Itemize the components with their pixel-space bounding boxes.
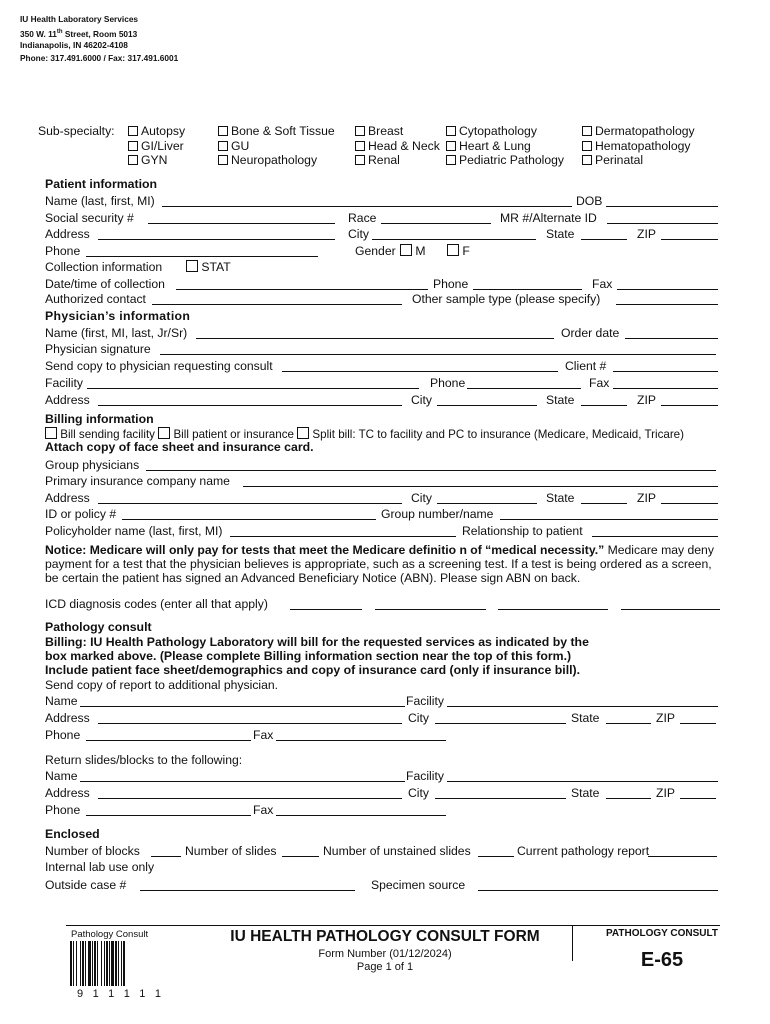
subspecialty-renal[interactable]: Renal bbox=[355, 153, 400, 167]
relationship-label: Relationship to patient bbox=[462, 524, 583, 538]
id-policy-field[interactable] bbox=[122, 519, 376, 520]
medicare-notice: Notice: Medicare will only pay for tests that meet the Medicare definitio n of “medical necessity.” Medicare may deny payment for a test that the physician believes is appropriate, such as a screening test. If a test is being ordered as a screen, be certain the patient has signed an Advanced Beneficiary Notice (ABN). Please sign ABN on back. bbox=[45, 543, 714, 585]
specimen-source-field[interactable] bbox=[478, 890, 718, 891]
checkbox-icon[interactable] bbox=[582, 141, 592, 151]
barcode-bar bbox=[92, 941, 93, 986]
checkbox-icon[interactable] bbox=[355, 126, 365, 136]
split-bill-option[interactable]: Split bill: TC to facility and PC to insurance (Medicare, Medicaid, Tricare) bbox=[297, 428, 684, 441]
consult-phone-field[interactable] bbox=[86, 740, 251, 741]
gender-label: Gender bbox=[355, 244, 396, 258]
physician-name-field[interactable] bbox=[196, 338, 554, 339]
billing-address-field[interactable] bbox=[98, 503, 402, 504]
consult-billing-line2: box marked above. (Please complete Billing information section near the top of this form.) bbox=[45, 649, 572, 663]
billing-zip-label: ZIP bbox=[637, 491, 656, 505]
patient-zip-label: ZIP bbox=[637, 227, 656, 241]
barcode-bar bbox=[80, 941, 81, 986]
return-name-label: Name bbox=[45, 769, 78, 783]
checkbox-icon[interactable] bbox=[186, 260, 198, 272]
barcode-bar bbox=[101, 941, 102, 986]
attach-notice: Attach copy of face sheet and insurance card. bbox=[45, 440, 314, 454]
physician-facility-field[interactable] bbox=[87, 388, 419, 389]
consult-zip-label: ZIP bbox=[656, 711, 675, 725]
group-physicians-label: Group physicians bbox=[45, 458, 140, 472]
subspecialty-pediatric-pathology[interactable]: Pediatric Pathology bbox=[446, 153, 564, 167]
subspecialty-neuropathology[interactable]: Neuropathology bbox=[218, 153, 317, 167]
gender-male[interactable]: M bbox=[400, 244, 426, 258]
return-zip-field[interactable] bbox=[680, 798, 716, 799]
physician-signature-label: Physician signature bbox=[45, 342, 151, 356]
patient-address-field[interactable] bbox=[98, 239, 335, 240]
barcode-digits: 9 1 1 1 1 1 bbox=[77, 988, 161, 1000]
bill-patient-insurance-option[interactable]: Bill patient or insurance bbox=[158, 428, 294, 441]
consult-name-label: Name bbox=[45, 694, 78, 708]
mr-label: MR #/Alternate ID bbox=[500, 211, 597, 225]
physician-state-field[interactable] bbox=[581, 405, 627, 406]
lab-name: IU Health Laboratory Services bbox=[20, 14, 139, 24]
consult-address-label: Address bbox=[45, 711, 90, 725]
billing-state-label: State bbox=[546, 491, 575, 505]
group-number-field[interactable] bbox=[500, 519, 718, 520]
lab-address-line1: 350 W. 11th Street, Room 5013 bbox=[20, 28, 138, 39]
checkbox-icon[interactable] bbox=[45, 427, 57, 439]
page-number: Page 1 of 1 bbox=[356, 961, 414, 973]
physician-name-label: Name (first, MI, last, Jr/Sr) bbox=[45, 326, 188, 340]
physician-fax-label: Fax bbox=[589, 376, 610, 390]
subspecialty-label: Sub-specialty: bbox=[38, 124, 115, 138]
physician-fax-field[interactable] bbox=[613, 388, 718, 389]
number-of-slides-field[interactable] bbox=[282, 856, 319, 857]
consult-address-field[interactable] bbox=[98, 723, 402, 724]
footer-divider bbox=[66, 925, 720, 926]
number-of-unstained-field[interactable] bbox=[478, 856, 514, 857]
checkbox-icon[interactable] bbox=[446, 155, 456, 165]
lab-phone: Phone: 317.491.6000 / Fax: 317.491.6001 bbox=[20, 53, 179, 63]
patient-address-label: Address bbox=[45, 227, 90, 241]
consult-facility-label: Facility bbox=[406, 694, 444, 708]
return-zip-label: ZIP bbox=[656, 786, 675, 800]
patient-name-field[interactable] bbox=[162, 206, 572, 207]
checkbox-icon[interactable] bbox=[447, 244, 459, 256]
subspecialty-hematopathology[interactable]: Hematopathology bbox=[582, 139, 691, 153]
consult-billing-line1: Billing: IU Health Pathology Laboratory will bill for the requested services as indicated by the bbox=[45, 635, 589, 649]
subspecialty-head-neck[interactable]: Head & Neck bbox=[355, 139, 440, 153]
return-name-field[interactable] bbox=[80, 781, 405, 782]
return-address-field[interactable] bbox=[98, 798, 402, 799]
subspecialty-dermatopathology[interactable]: Dermatopathology bbox=[582, 124, 695, 138]
checkbox-icon[interactable] bbox=[218, 126, 228, 136]
enclosed-heading: Enclosed bbox=[45, 827, 100, 841]
collection-fax-label: Fax bbox=[592, 277, 613, 291]
subspecialty-cytopathology[interactable]: Cytopathology bbox=[446, 124, 537, 138]
race-field[interactable] bbox=[381, 223, 491, 224]
billing-city-label: City bbox=[411, 491, 432, 505]
group-physicians-field[interactable] bbox=[146, 470, 716, 471]
patient-phone-label: Phone bbox=[45, 244, 81, 258]
lab-address-line2: Indianapolis, IN 46202-4108 bbox=[20, 40, 128, 50]
barcode-bar bbox=[73, 941, 74, 986]
consult-zip-field[interactable] bbox=[680, 723, 716, 724]
stat-checkbox[interactable]: STAT bbox=[186, 260, 231, 274]
barcode-bar bbox=[106, 941, 108, 986]
gender-female[interactable]: F bbox=[447, 244, 470, 258]
barcode-bar bbox=[70, 941, 72, 986]
policyholder-label: Policyholder name (last, first, MI) bbox=[45, 524, 223, 538]
barcode-bar bbox=[109, 941, 110, 986]
dob-label: DOB bbox=[576, 194, 603, 208]
consult-name-field[interactable] bbox=[80, 706, 405, 707]
consult-state-label: State bbox=[571, 711, 600, 725]
subspecialty-heart-lung[interactable]: Heart & Lung bbox=[446, 139, 531, 153]
physician-state-label: State bbox=[546, 393, 575, 407]
number-of-blocks-field[interactable] bbox=[151, 856, 181, 857]
physician-zip-label: ZIP bbox=[637, 393, 656, 407]
collection-datetime-field[interactable] bbox=[176, 289, 428, 290]
patient-name-label: Name (last, first, MI) bbox=[45, 194, 155, 208]
client-label: Client # bbox=[565, 359, 607, 373]
consult-phone-label: Phone bbox=[45, 728, 81, 742]
checkbox-icon[interactable] bbox=[128, 126, 138, 136]
patient-city-label: City bbox=[348, 227, 369, 241]
return-state-field[interactable] bbox=[606, 798, 651, 799]
physician-zip-field[interactable] bbox=[661, 405, 718, 406]
other-sample-label: Other sample type (please specify) bbox=[412, 292, 601, 306]
consult-city-field[interactable] bbox=[435, 723, 566, 724]
return-city-label: City bbox=[408, 786, 429, 800]
icd-codes-label: ICD diagnosis codes (enter all that apply) bbox=[45, 597, 268, 611]
consult-billing-line3: Include patient face sheet/demographics and copy of insurance card (only if insurance bill). bbox=[45, 663, 581, 677]
subspecialty-gyn[interactable]: GYN bbox=[128, 153, 167, 167]
barcode-bar bbox=[104, 941, 105, 986]
return-phone-field[interactable] bbox=[86, 815, 251, 816]
patient-phone-field[interactable] bbox=[86, 256, 318, 257]
checkbox-icon[interactable] bbox=[355, 155, 365, 165]
checkbox-icon[interactable] bbox=[446, 141, 456, 151]
return-fax-field[interactable] bbox=[276, 815, 446, 816]
ssn-label: Social security # bbox=[45, 211, 134, 225]
icd-code-field-4[interactable] bbox=[621, 609, 720, 610]
barcode-bar bbox=[88, 941, 91, 986]
barcode-bar bbox=[115, 941, 117, 986]
race-label: Race bbox=[348, 211, 377, 225]
barcode-bar bbox=[121, 941, 122, 986]
form-code: E-65 bbox=[640, 949, 684, 971]
barcode-bar bbox=[111, 941, 114, 986]
return-city-field[interactable] bbox=[435, 798, 566, 799]
physician-phone-field[interactable] bbox=[467, 388, 581, 389]
relationship-field[interactable] bbox=[592, 536, 718, 537]
physician-facility-label: Facility bbox=[45, 376, 83, 390]
patient-city-field[interactable] bbox=[372, 239, 536, 240]
other-sample-field[interactable] bbox=[616, 304, 718, 305]
billing-address-label: Address bbox=[45, 491, 90, 505]
physician-address-field[interactable] bbox=[98, 405, 402, 406]
barcode-bar bbox=[123, 941, 125, 986]
current-report-label: Current pathology report bbox=[517, 844, 650, 858]
mr-field[interactable] bbox=[607, 223, 718, 224]
return-facility-label: Facility bbox=[406, 769, 444, 783]
return-facility-field[interactable] bbox=[447, 781, 718, 782]
primary-insurance-label: Primary insurance company name bbox=[45, 474, 230, 488]
physician-phone-label: Phone bbox=[430, 376, 466, 390]
consult-city-label: City bbox=[408, 711, 429, 725]
barcode-bar bbox=[76, 941, 77, 986]
subspecialty-breast[interactable]: Breast bbox=[355, 124, 403, 138]
subspecialty-autopsy[interactable]: Autopsy bbox=[128, 124, 185, 138]
subspecialty-gi-liver[interactable]: GI/Liver bbox=[128, 139, 184, 153]
checkbox-icon[interactable] bbox=[582, 126, 592, 136]
physician-address-label: Address bbox=[45, 393, 90, 407]
current-report-field[interactable] bbox=[648, 856, 717, 857]
collection-phone-label: Phone bbox=[433, 277, 469, 291]
barcode bbox=[70, 941, 168, 986]
return-phone-label: Phone bbox=[45, 803, 81, 817]
order-date-field[interactable] bbox=[625, 338, 718, 339]
checkbox-icon[interactable] bbox=[297, 427, 309, 439]
patient-state-field[interactable] bbox=[581, 239, 627, 240]
form-title: IU HEALTH PATHOLOGY CONSULT FORM bbox=[230, 928, 540, 945]
number-of-blocks-label: Number of blocks bbox=[45, 844, 140, 858]
patient-state-label: State bbox=[546, 227, 575, 241]
checkbox-icon[interactable] bbox=[355, 141, 365, 151]
barcode-label: Pathology Consult bbox=[71, 929, 149, 940]
barcode-bar bbox=[82, 941, 84, 986]
outside-case-label: Outside case # bbox=[45, 878, 127, 892]
checkbox-icon[interactable] bbox=[446, 126, 456, 136]
send-report-copy-label: Send copy of report to additional physician. bbox=[45, 678, 279, 692]
authorized-contact-field[interactable] bbox=[152, 304, 402, 305]
barcode-bar bbox=[85, 941, 86, 986]
barcode-bar bbox=[94, 941, 96, 986]
subspecialty-perinatal[interactable]: Perinatal bbox=[582, 153, 643, 167]
policyholder-field[interactable] bbox=[230, 536, 456, 537]
form-number: Form Number (01/12/2024) bbox=[318, 948, 452, 960]
return-fax-label: Fax bbox=[253, 803, 274, 817]
collection-datetime-label: Date/time of collection bbox=[45, 277, 165, 291]
physician-info-heading: Physician’s information bbox=[45, 309, 191, 323]
patient-info-heading: Patient information bbox=[45, 177, 158, 191]
physician-city-label: City bbox=[411, 393, 432, 407]
collection-fax-field[interactable] bbox=[617, 289, 718, 290]
client-field[interactable] bbox=[613, 371, 718, 372]
patient-zip-field[interactable] bbox=[661, 239, 718, 240]
checkbox-icon[interactable] bbox=[128, 141, 138, 151]
collection-info-label: Collection information bbox=[45, 260, 163, 274]
billing-city-field[interactable] bbox=[437, 503, 537, 504]
number-of-unstained-label: Number of unstained slides bbox=[323, 844, 471, 858]
id-policy-label: ID or policy # bbox=[45, 507, 117, 521]
collection-phone-field[interactable] bbox=[473, 289, 582, 290]
specimen-source-label: Specimen source bbox=[371, 878, 466, 892]
barcode-bar bbox=[97, 941, 98, 986]
physician-city-field[interactable] bbox=[437, 405, 537, 406]
icd-code-field-3[interactable] bbox=[498, 609, 608, 610]
checkbox-icon[interactable] bbox=[582, 155, 592, 165]
dob-field[interactable] bbox=[606, 206, 718, 207]
consult-fax-label: Fax bbox=[253, 728, 274, 742]
billing-zip-field[interactable] bbox=[661, 503, 718, 504]
primary-insurance-field[interactable] bbox=[243, 486, 718, 487]
icd-code-field-2[interactable] bbox=[375, 609, 486, 610]
checkbox-icon[interactable] bbox=[400, 244, 412, 256]
order-date-label: Order date bbox=[561, 326, 620, 340]
barcode-bar bbox=[118, 941, 119, 986]
checkbox-icon[interactable] bbox=[128, 155, 138, 165]
send-copy-field[interactable] bbox=[282, 371, 558, 372]
checkbox-icon[interactable] bbox=[218, 141, 228, 151]
billing-state-field[interactable] bbox=[581, 503, 627, 504]
icd-code-field-1[interactable] bbox=[290, 609, 362, 610]
return-state-label: State bbox=[571, 786, 600, 800]
bill-sending-facility-option[interactable]: Bill sending facility bbox=[45, 428, 155, 441]
send-copy-label: Send copy to physician requesting consult bbox=[45, 359, 273, 373]
authorized-contact-label: Authorized contact bbox=[45, 292, 146, 306]
number-of-slides-label: Number of slides bbox=[185, 844, 277, 858]
subspecialty-bone-soft-tissue[interactable]: Bone & Soft Tissue bbox=[218, 124, 335, 138]
internal-lab-use-label: Internal lab use only bbox=[45, 860, 155, 874]
checkbox-icon[interactable] bbox=[158, 427, 170, 439]
return-address-label: Address bbox=[45, 786, 90, 800]
pathology-consult-heading: Pathology consult bbox=[45, 620, 152, 634]
pathology-consult-label: PATHOLOGY CONSULT bbox=[605, 928, 719, 939]
outside-case-field[interactable] bbox=[140, 890, 355, 891]
consult-state-field[interactable] bbox=[606, 723, 651, 724]
physician-signature-field[interactable] bbox=[160, 354, 716, 355]
group-number-label: Group number/name bbox=[381, 507, 494, 521]
checkbox-icon[interactable] bbox=[218, 155, 228, 165]
consult-facility-field[interactable] bbox=[447, 706, 718, 707]
consult-fax-field[interactable] bbox=[276, 740, 446, 741]
return-slides-heading: Return slides/blocks to the following: bbox=[45, 753, 243, 767]
ssn-field[interactable] bbox=[148, 223, 335, 224]
subspecialty-gu[interactable]: GU bbox=[218, 139, 249, 153]
billing-info-heading: Billing information bbox=[45, 412, 154, 426]
